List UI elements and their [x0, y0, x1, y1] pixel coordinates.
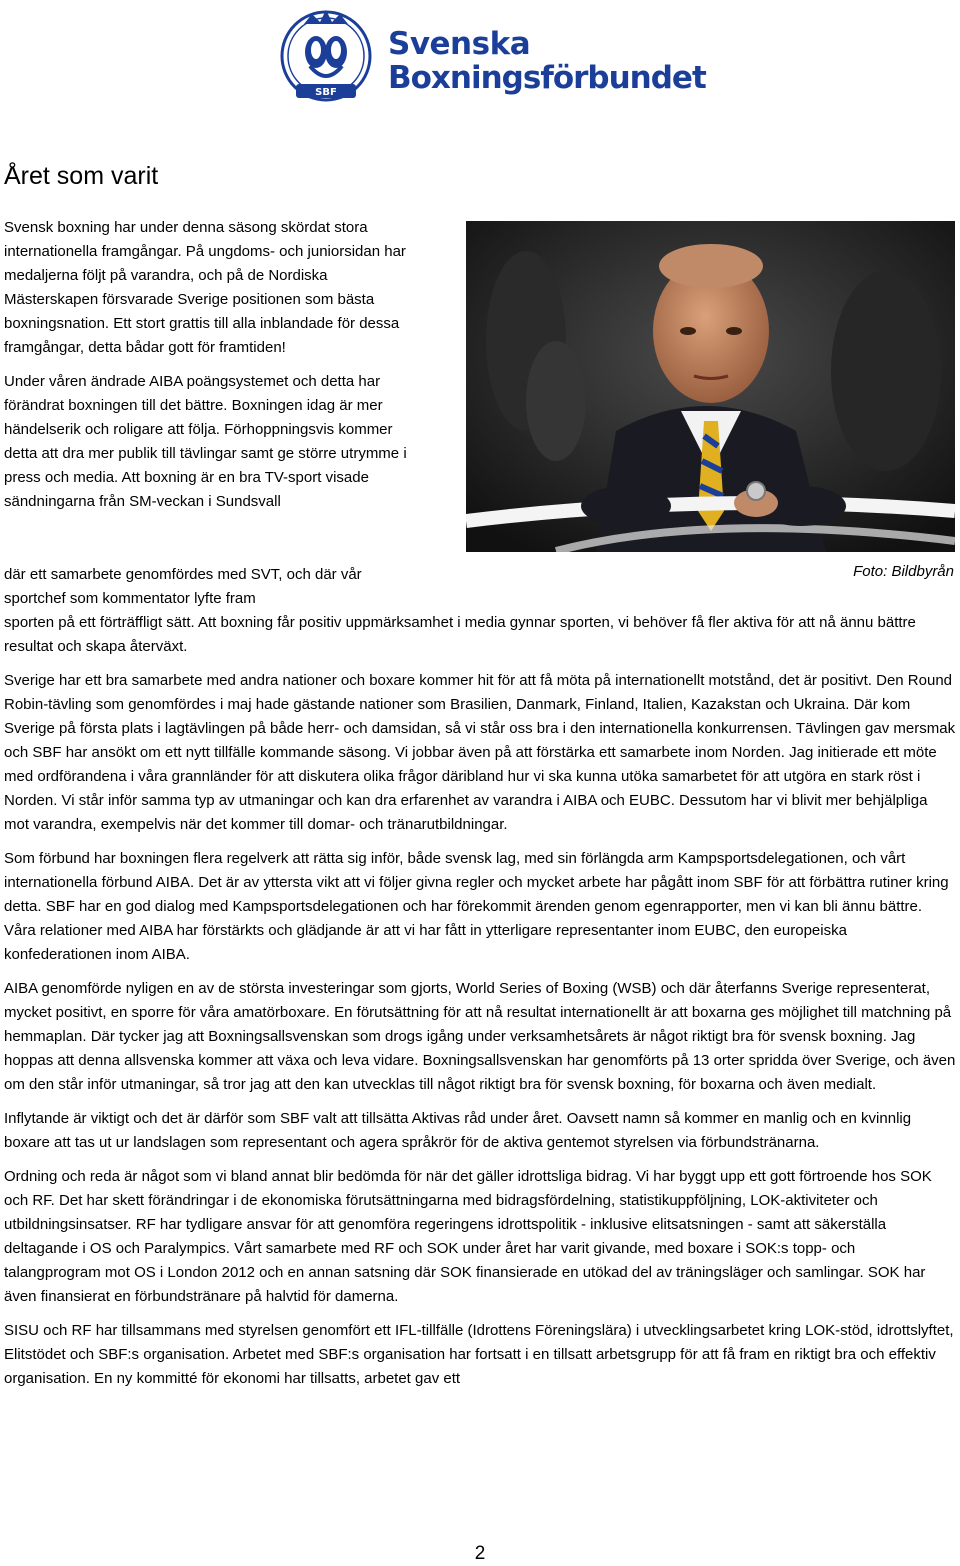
page-title: Året som varit [4, 162, 159, 190]
logo-line-1: Svenska [388, 26, 531, 62]
body-paragraph-1 [4, 563, 956, 659]
intro-paragraph-2: Under våren ändrade AIBA poängsystemet och detta har förändrat boxningen till det bättre. Boxningen idag är mer händelserik och roligare att följa. Förhoppningsvis kommer detta att dra mer publik till tävlingar samt ge större utrymme i press och media. Att boxning är en bra TV-sport visade sändningarna från SM-veckan i Sundsvall [4, 373, 407, 510]
page-number: 2 [474, 1543, 486, 1564]
portrait-image [466, 221, 955, 552]
body-paragraph-1-wide: sporten på ett förträffligt sätt. Att boxning får positiv uppmärksamhet i media gynnar sporten, vi behöver få fler aktiva för att nå ännu bättre resultat och skapa återväxt. [4, 614, 916, 655]
article-body [4, 563, 956, 1401]
intro-column [4, 216, 414, 524]
body-paragraph-1-text [4, 563, 956, 655]
body-paragraph-3: Som förbund har boxningen flera regelverk att rätta sig inför, både svensk lag, med sin förlängda arm Kampsportsdelegationen, och vårt internationella förbund AIBA. Det är av yttersta vikt att vi följer givna regler och mycket arbete har pågått inom SBF för att förbättra rutiner kring detta. SBF har en god dialog med Kampsportsdelegationen och har förekommit ärenden genom egenrapporter, men vi kan bli ännu bättre. Våra relationer med AIBA har förstärkts och glädjande är att vi har fått in ytterligare representanter inom EUBC, den europeiska konfederationen inom AIBA. [4, 850, 949, 963]
portrait-photo [466, 221, 955, 552]
body-paragraph-2: Sverige har ett bra samarbete med andra nationer och boxare kommer hit för att få möta på internationellt motstånd, det är positivt. Den Round Robin-tävling som genomfördes i maj hade gästande nationer som Brasilien, Danmark, Finland, Italien, Kazakstan och Ukraina. Där kom Sverige på första plats i lagtävlingen på både herr- och damsidan, så vi står oss bra i den internationella konkurrensen. Tävlingen gav mersmak och SBF har ansökt om ett nytt tillfälle kommande säsong. Vi jobbar även på att förstärka ett samarbete inom Norden. Jag initierade ett möte med ordförandena i våra grannländer för att diskutera olika frågor däribland hur vi ska kunna utöka samarbetet för att utgöra en stark röst i Norden. Vi står inför samma typ av utmaningar och kan dra erfarenhet av varandra i AIBA och EUBC. Dessutom har vi blivit mer behjälpliga mot varandra, exempelvis när det kommer till domar- och tränarutbildningar. [4, 672, 956, 833]
boxing-seal-icon [276, 4, 376, 112]
body-paragraph-7: SISU och RF har tillsammans med styrelsen genomfört ett IFL-tillfälle (Idrottens Föreningslära) i utvecklingsarbetet kring LOK-stöd, idrottslyftet, Elitstödet och SBF:s organisation. Arbetet med SBF:s organisation har fortsatt i en tillsatt arbetsgrupp för att få fram en riktigt bra och effektiv organisation. En ny kommitté för ekonomi har tillsatts, arbetet gav ett [4, 1322, 954, 1387]
body-paragraph-6: Ordning och reda är något som vi bland annat blir bedömda för när det gäller idrottsliga bidrag. Vi har byggt upp ett gott förtroende hos SOK och RF. Det har skett förändringar i de ekonomiska förutsättningarna med bidragsfördelning, statistikuppföljning, LOK-aktiviteter och utbildningsinsatser. RF har tydligare ansvar för att genomföra regeringens idrottspolitik - inklusive elitsatsningen - samt att säkerställa deltagande i OS och Paralympics. Vårt samarbete med RF och SOK under året har varit givande, med boxare i SOK:s topp- och talangprogram mot OS i London 2012 och en annan satsning där SOK finansierade en utökad del av träningsläger och samlingar. SOK har även finansierat en förbundstränare på halvtid för damerna. [4, 1168, 932, 1305]
photo-caption: Foto: Bildbyrån [853, 563, 954, 580]
intro-paragraph-1: Svensk boxning har under denna säsong skördat stora internationella framgångar. På ungdoms- och juniorsidan har medaljerna följt på varandra, och på de Nordiska Mästerskapen försvarade Sverige positionen som bästa boxningsnation. Ett stort grattis till alla inblandade för dessa framgångar, detta bådar gott för framtiden! [4, 219, 406, 356]
body-paragraph-1-narrow: där ett samarbete genomfördes med SVT, och där vår sportchef som kommentator lyfte fram [4, 566, 362, 607]
body-paragraph-5: Inflytande är viktigt och det är därför som SBF valt att tillsätta Aktivas råd under året. Oavsett namn så kommer en manlig och en kvinnlig boxare att tas ut ur landslagen som representant och agera språkrör för de aktiva gentemot styrelsen via förbundstränarna. [4, 1110, 912, 1151]
body-paragraph-4: AIBA genomförde nyligen en av de största investeringar som gjorts, World Series of Boxing (WSB) och där återfanns Sverige representerat, mycket positivt, en sporre för våra amatörboxare. En förutsättning för att nå resultat internationellt är att boxarna ges möjlighet till matchning på hemmaplan. Där tycker jag att Boxningsallsvenskan som drogs igång under verksamhetsårets är något riktigt bra för svensk boxning. Jag hoppas att denna allsvenska kommer att växa och leva vidare. Boxningsallsvenskan har genomförts på 13 orter spridda över Sverige, och även om den står inför utmaningar, så tror jag att den kan utvecklas till något riktigt bra för svensk boxning, för boxarna och även medialt. [4, 980, 956, 1093]
seal-text: SBF [315, 87, 337, 98]
federation-logo [276, 4, 706, 112]
logo-line-2: Boxningsförbundet [388, 60, 706, 96]
